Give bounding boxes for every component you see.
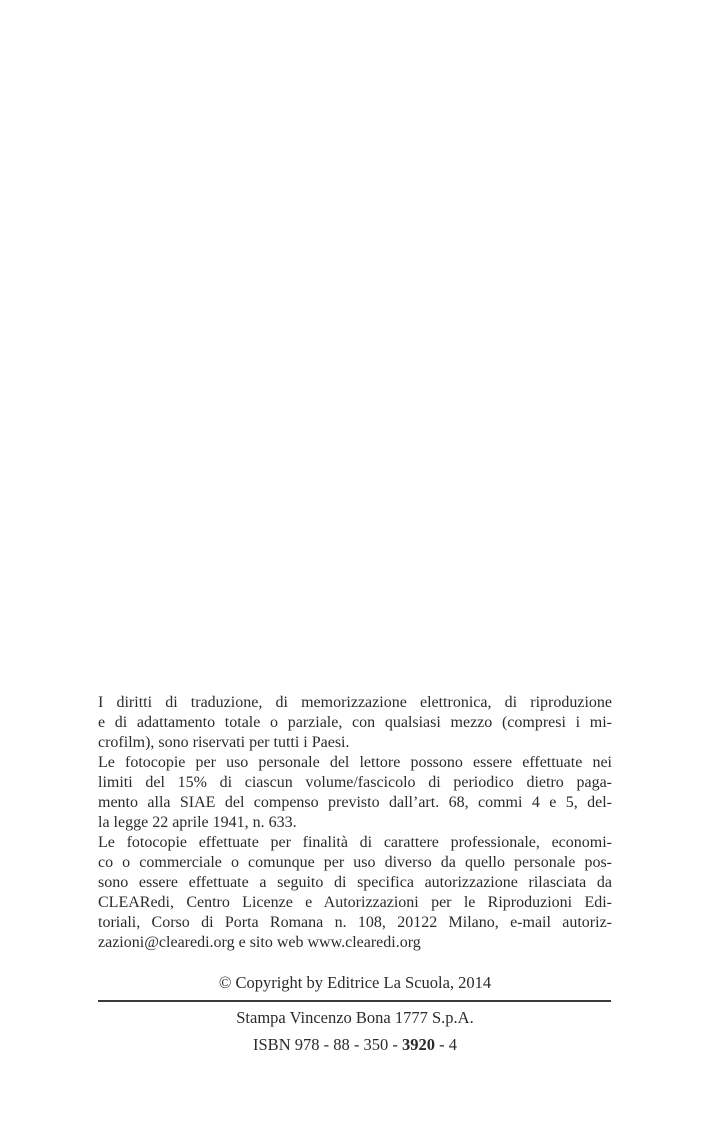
divider-rule (98, 1000, 611, 1002)
text-line: mento alla SIAE del compenso previsto dall’art. 68, commi 4 e 5, del- (98, 794, 612, 811)
legal-text-block (98, 693, 612, 953)
text-line: co o commerciale o comunque per uso diverso da quello personale pos- (98, 854, 612, 871)
copyright-notice: © Copyright by Editrice La Scuola, 2014 (218, 973, 492, 992)
isbn-line (0, 1035, 710, 1055)
text-line: limiti del 15% di ciascun volume/fascicolo di periodico dietro paga- (98, 774, 612, 791)
text-line: toriali, Corso di Porta Romana n. 108, 20122 Milano, e-mail autoriz- (98, 914, 612, 931)
isbn-number-bold: 3920 (401, 1035, 435, 1054)
text-line: e di adattamento totale o parziale, con qualsiasi mezzo (compresi i mi- (98, 714, 612, 731)
text-line: CLEARedi, Centro Licenze e Autorizzazioni per le Riproduzioni Edi- (98, 894, 612, 911)
text-line: Le fotocopie per uso personale del lettore possono essere effettuate nei (98, 754, 612, 771)
text-line: I diritti di traduzione, di memorizzazione elettronica, di riproduzione (98, 694, 612, 711)
isbn-suffix: - 4 (434, 1035, 457, 1054)
text-line: Le fotocopie effettuate per finalità di carattere professionale, economi- (98, 834, 612, 851)
text-line: crofilm), sono riservati per tutti i Paesi. (98, 734, 350, 751)
text-line: sono essere effettuate a seguito di specifica autorizzazione rilasciata da (98, 874, 612, 891)
text-line: zazioni@clearedi.org e sito web www.clearedi.org (98, 934, 421, 951)
printer-info: Stampa Vincenzo Bona 1777 S.p.A. (236, 1008, 474, 1027)
text-line: la legge 22 aprile 1941, n. 633. (98, 814, 297, 831)
isbn-prefix: ISBN 978 - 88 - 350 - (253, 1035, 402, 1054)
